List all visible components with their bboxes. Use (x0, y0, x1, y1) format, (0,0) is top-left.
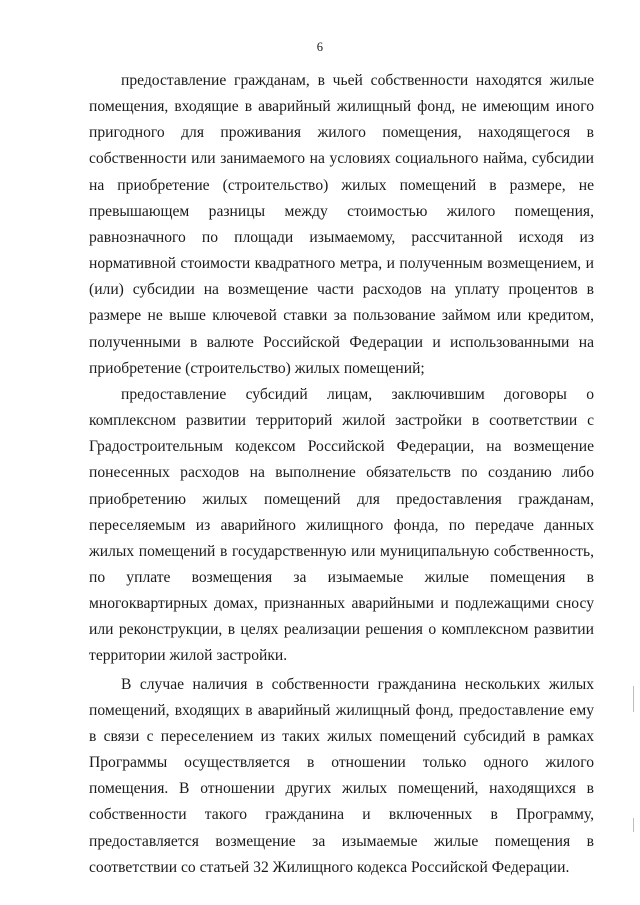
paragraph-multiple-dwellings: В случае наличия в собственности гражданина нескольких жилых помещений, входящих в аварийный жилищный фонд, предоставление ему в связи с переселением из таких жилых помещений субсидий в рамках Программы осуществляется в отношении только одного жилого помещения. В отношении других жилых помещений, находящихся в собственности такого гражданина и включенных в Программу, предоставляется возмещение за изымаемые жилые помещения в соответствии со статьей 32 Жилищного кодекса Российской Федерации. (89, 675, 594, 876)
paragraph-subsidy-developers: предоставление субсидий лицам, заключившим договоры о комплексном развитии территорий жилой застройки в соответствии с Градостроительным кодексом Российской Федерации, на возмещение понесенных расходов на выполнение обязательств по созданию либо приобретению жилых помещений для предоставления гражданам, переселяемым из аварийного жилищного фонда, по передаче данных жилых помещений в государственную или муниципальную собственность, по уплате возмещения за изымаемые жилые помещения в многоквартирных домах, признанных аварийными и подлежащими сносу или реконструкции, в целях реализации решения о комплексном развитии территории жилой застройки. (89, 385, 594, 665)
scan-edge-mark (633, 818, 634, 832)
document-body (89, 68, 594, 881)
paragraph-subsidy-citizens: предоставление гражданам, в чьей собственности находятся жилые помещения, входящие в аварийный жилищный фонд, не имеющим иного пригодного для проживания жилого помещения, находящегося в собственности или занимаемого на условиях социального найма, субсидии на приобретение (строительство) жилых помещений в размере, не превышающем разницы между стоимостью жилого помещения, равнозначного по площади изымаемому, рассчитанной исходя из нормативной стоимости квадратного метра, и полученным возмещением, и (или) субсидии на возмещение части расходов на уплату процентов в размере не выше ключевой ставки за пользование займом или кредитом, полученными в валюте Российской Федерации и использованными на приобретение (строительство) жилых помещений; (89, 72, 594, 377)
scan-edge-mark (633, 686, 634, 712)
page-number: 6 (316, 40, 324, 54)
